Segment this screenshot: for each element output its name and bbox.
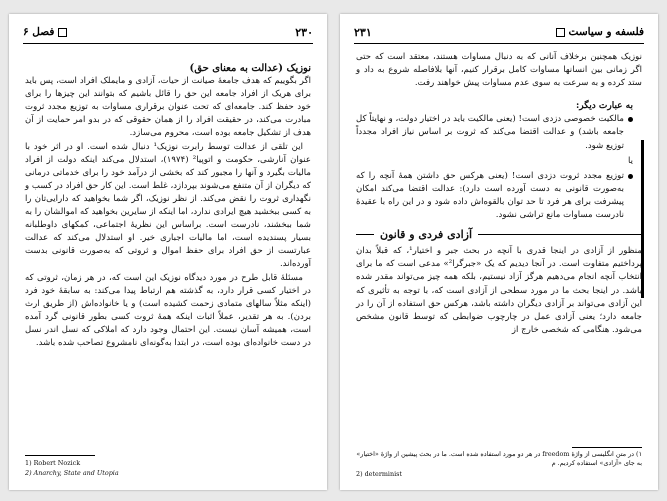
header-rule xyxy=(23,43,313,44)
bullet-text: توزیع مجدد ثروت دزدی است! (یعنی هرکس حق داشتن همهٔ آنچه را که به‌صورت قانونی به دست آورده است دارد): عدالت اقتضا می‌کند امکان پیشرفت برای هر فرد تا حد توان بالقوه‌اش داده شود و در این راه با عقیدهٔ نادرست مساوات مانع تراشی نشود. xyxy=(356,170,624,221)
footnote-rule xyxy=(25,455,95,456)
paragraph: نوزیک همچنین برخلاف آنانی که به دنبال مساوات هستند، معتقد است که حتی اگر زمانی بین انسانها مساوات کامل برقرار کنیم، آنها بلافاصله شروع به داد و ستد کرده و به سرعت به سوی عدم مساوات پیش خواهند رفت. xyxy=(356,52,642,89)
section-rule xyxy=(478,234,642,235)
bullet-icon xyxy=(628,117,633,122)
right-body xyxy=(356,51,642,337)
page-header xyxy=(23,22,313,42)
section-rule xyxy=(356,234,374,235)
section-title-row xyxy=(356,228,642,241)
square-icon xyxy=(556,28,565,37)
or-word: یا xyxy=(627,155,633,166)
header-chapter-text: فصل ۶ xyxy=(23,26,55,38)
footnote: 1) Robert Nozick xyxy=(25,459,81,467)
paragraph: مسئلهٔ قابل طرح در مورد دیدگاه نوزیک این است که، در هر زمان، ثروتی که در اختیار کسی قرار دارد، به گذشته هم ارتباط پیدا می‌کند: به سابقهٔ خود فرد (اینکه مثلاً سالهای متمادی زحمت کشیده است) و یا خانواده‌اش (از طریق ارث بردن). به هر تقدیر، عملاً اثبات اینکه همهٔ ثروت کسی بطور قانونی گرد آمده است، همیشه آسان نیست. این احتمال وجود دارد که املاکی که نسل اندر نسل در دست خانواده‌ای بوده است، در ابتدا به‌گونه‌ای نامشروع تصاحب شده باشد. xyxy=(25,272,311,348)
footnote: 2) determinist xyxy=(356,470,402,478)
right-page xyxy=(340,14,658,490)
footnote: ۱) در متن انگلیسی از واژهٔ freedom در هر دو مورد استفاده شده است. ما در بحث پیشین از واژهٔ «اختیار» به جای «آزادی» استفاده کردیم. م xyxy=(356,450,642,467)
bullet-text: مالکیت خصوصی دزدی است! (یعنی مالکیت باید در اختیار دولت، و نهایتاً کل جامعه باشد) و عدالت اقتضا می‌کند که ثروت بر اساس نیاز افراد مجدداً توزیع شود. xyxy=(355,114,624,151)
footnote: 2) Anarchy, State and Utopia xyxy=(25,469,119,477)
header-rule xyxy=(354,43,644,44)
left-body xyxy=(25,62,311,350)
header-page-number: ۲۳۱ xyxy=(354,25,372,39)
bullet-icon xyxy=(628,174,633,179)
paragraph: این تلقی از عدالت توسط رابرت نوزیک¹ دنبال شده است. او در اثر خود با عنوان آنارشی، حکومت و اتوپیا² (۱۹۷۴)، استدلال می‌کند اینکه دولت از افراد مالیات بگیرد و آنها را مجبور کند که بخشی از درآمد خود را برای خدماتی درمانی که دیگران از آن متنفع می‌شوند بپردازد، غلط است. این کار حق افراد در کسب و نگهداری ثروت را نقض می‌کند. از نظر نوزیک، اگر شما بخواهید که دارایی‌تان را به کسی ببخشید هیچ ایرادی ندارد، اما اینکه از سایرین بخواهید که اموالشان را به شما ببخشند، نادرست است. براساس این نظریهٔ اجتماعی، کمکهای داوطلبانه بسیار پسندیده است، اما مالیات اجباری خیر. او استدلال می‌کند که عدالت عبارتست از حق افراد برای حفظ اموال و ثروتی که به‌صورت قانونی بدست آورده‌اند. xyxy=(25,141,311,270)
footnote-rule xyxy=(572,447,642,448)
header-page-number: ۲۳۰ xyxy=(295,25,313,39)
header-chapter xyxy=(552,26,644,38)
left-page xyxy=(9,14,327,490)
header-chapter xyxy=(23,26,71,38)
bullet-item xyxy=(356,113,633,152)
section-heading: نوزیک (عدالت به معنای حق) xyxy=(189,63,311,74)
bullet-item xyxy=(356,170,633,222)
page-header xyxy=(354,22,644,42)
paragraph: منظور از آزادی در اینجا قدری با آنچه در بحث جبر و اختیار¹، که قبلاً بدان پرداختیم متفاوت است. در آنجا دیدیم که یک «جبرگرا²» مدعی است که ما برای انتخاب آنچه انجام می‌دهیم هرگز آزاد نیستیم، بلکه همه چیز می‌تواند مقدر شده باشد. در اینجا بحث ما در مورد سطحی از آزادی است که، با توجه به تأثیری که این آزادی می‌تواند بر آزادی دیگران داشته باشد، هرکس حق استفاده از آن را در جامعه دارد؛ یعنی آزادی عمل در چارچوب ضوابطی که توسط قانون مشخص می‌شود. هنگامی که شخصی خارج از xyxy=(356,246,642,335)
section-title: آزادی فردی و قانون xyxy=(380,228,473,242)
header-chapter-text: فلسفه و سیاست xyxy=(568,26,644,38)
square-icon xyxy=(58,28,67,37)
subheading: به عبارت دیگر: xyxy=(575,101,633,112)
paragraph: اگر بگوییم که هدف جامعهٔ صیانت از حیات، آزادی و مایملک افراد است، پس باید برای هریک از افراد جامعه این حق را قائل باشیم که بتوانند این چیزها را برای خود حفظ کند. جامعه‌ای که تحت عنوان برقراری مساوات به توزیع مجدد ثروت مبادرت می‌کند، در حقیقت افراد را از همان حقوقی که در بدو امر حمایت از آن هدف از تشکیل جامعه بوده است، محروم می‌سازد. xyxy=(25,76,311,139)
